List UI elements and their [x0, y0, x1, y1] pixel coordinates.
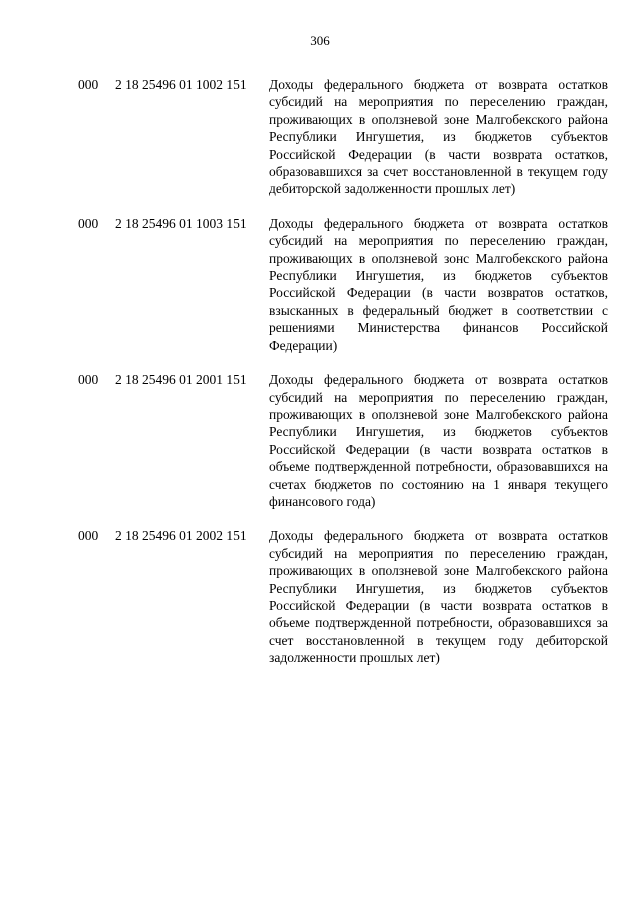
- budget-classification-code: 2 18 25496 01 1003 151: [115, 215, 247, 231]
- budget-classification-code: 2 18 25496 01 2001 151: [115, 372, 247, 388]
- budget-classification-code: 2 18 25496 01 1002 151: [115, 77, 247, 92]
- list-item: [78, 215, 608, 354]
- list-item: [78, 76, 608, 198]
- admin-code: 000: [78, 372, 99, 388]
- income-description: Доходы федерального бюджета от возврата остатков субсидий на мероприятия по переселению граждан, проживающих в оползневой зоне Малгобекского района Республики Ингушетия, из бюджетов субъектов Российской Федерации (в части возврата остатков, образовавшихся за счет восстановленной в текущем году дебиторской задолженности прошлых лет): [269, 77, 608, 197]
- list-item: [78, 371, 608, 510]
- income-description: Доходы федерального бюджета от возврата остатков субсидий на мероприятия по переселению граждан, проживающих в оползневой зонс Малгобекского района Республики Ингушетия, из бюджетов субъектов Российской Федерации (в части возвратов остатков, взысканных в федеральный бюджет в соответствии с решениями Министерства финансов Российской Федерации): [269, 215, 608, 353]
- income-description: Доходы федерального бюджета от возврата остатков субсидий на мероприятия по переселению граждан, проживающих в оползневой зоне Малгобекского района Республики Ингушетия, из бюджетов субъектов Российской Федерации (в части возврата остатков в объеме подтвержденной потребности, образовавшихся на счетах бюджетов по состоянию на 1 января текущего финансового года): [269, 372, 608, 509]
- list-item: [78, 527, 608, 666]
- income-description: Доходы федерального бюджета от возврата остатков субсидий на мероприятия по переселению граждан, проживающих в оползневой зоне Малгобекского района Республики Ингушетия, из бюджетов субъектов Российской Федерации (в части возврата остатков в объеме подтвержденной потребности, образовавшихся за счет восстановленной в текущем году дебиторской задолженности прошлых лет): [269, 528, 608, 666]
- admin-code: 000: [78, 77, 99, 92]
- admin-code: 000: [78, 528, 99, 544]
- admin-code: 000: [78, 215, 99, 231]
- page-number: 306: [310, 33, 330, 48]
- budget-classification-code: 2 18 25496 01 2002 151: [115, 528, 247, 544]
- budget-code-list: [78, 76, 608, 684]
